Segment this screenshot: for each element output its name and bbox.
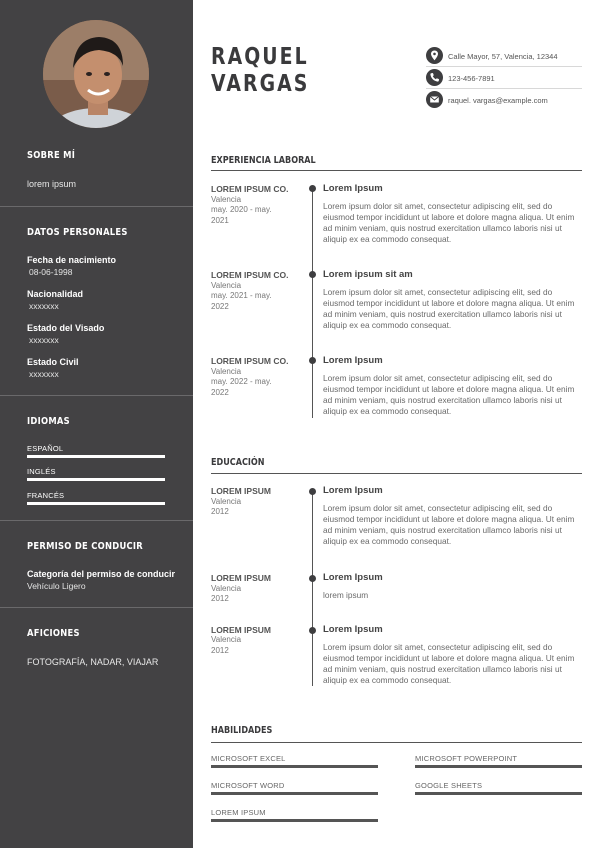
- language-label: INGLÉS: [27, 467, 56, 476]
- section-divider: [211, 473, 582, 474]
- skills-title: HABILIDADES: [211, 725, 273, 736]
- languages-title: IDIOMAS: [27, 416, 70, 427]
- phone-icon: [426, 69, 443, 86]
- education-dates: 2012: [211, 507, 229, 516]
- timeline-dot: [309, 271, 316, 278]
- sidebar-divider: [0, 206, 193, 207]
- experience-description: Lorem ipsum dolor sit amet, consectetur adipiscing elit, sed do eiusmod tempor incididunt ut labore et dolore magna aliqua. Ut enim ad minim veniam, quis nostrud exercitation ullamco laboris nisi ut aliquip ex ea commodo consequat.: [323, 201, 575, 244]
- education-title: EDUCACIÓN: [211, 457, 265, 468]
- education-description: Lorem ipsum dolor sit amet, consectetur adipiscing elit, sed do eiusmod tempor incididunt ut labore et dolore magna aliqua. Ut enim ad minim veniam, quis nostrud exercitation ullamco laboris nisi ut aliquip ex ea commodo consequat.: [323, 642, 575, 685]
- experience-job-title: Lorem ipsum sit am: [323, 269, 413, 280]
- hobbies-text: FOTOGRAFÍA, NADAR, VIAJAR: [27, 657, 159, 667]
- education-dates: 2012: [211, 646, 229, 655]
- timeline-dot: [309, 627, 316, 634]
- experience-location: Valencia: [211, 195, 242, 204]
- skill-label: GOOGLE SHEETS: [415, 781, 483, 790]
- location-pin-icon: [426, 47, 443, 64]
- personal-value-nationality: xxxxxxx: [29, 301, 59, 311]
- education-location: Valencia: [211, 497, 242, 506]
- experience-org: LOREM IPSUM CO.: [211, 270, 289, 280]
- education-title-item: Lorem Ipsum: [323, 485, 383, 496]
- hobbies-title: AFICIONES: [27, 628, 80, 639]
- skill-label: LOREM IPSUM: [211, 808, 266, 817]
- experience-timeline: [312, 186, 313, 418]
- experience-location: Valencia: [211, 367, 242, 376]
- timeline-dot: [309, 185, 316, 192]
- contact-divider: [426, 66, 582, 67]
- sidebar-divider: [0, 520, 193, 521]
- skill-level-bar: [211, 792, 378, 795]
- language-label: ESPAÑOL: [27, 444, 64, 453]
- language-level-bar: [27, 502, 165, 505]
- contact-address: Calle Mayor, 57, Valencia, 12344: [448, 52, 558, 61]
- personal-label-birthdate: Fecha de nacimiento: [27, 255, 117, 265]
- about-text: lorem ipsum: [27, 179, 77, 189]
- personal-label-nationality: Nacionalidad: [27, 289, 84, 299]
- experience-job-title: Lorem Ipsum: [323, 183, 383, 194]
- language-level-bar: [27, 455, 165, 458]
- experience-job-title: Lorem Ipsum: [323, 355, 383, 366]
- personal-label-visa: Estado del Visado: [27, 323, 105, 333]
- skill-level-bar: [415, 765, 582, 768]
- skill-level-bar: [415, 792, 582, 795]
- section-divider: [211, 742, 582, 743]
- email-envelope-icon: [426, 91, 443, 108]
- experience-title: EXPERIENCIA LABORAL: [211, 155, 316, 166]
- contact-email: raquel. vargas@example.com: [448, 96, 548, 105]
- sidebar: [0, 0, 193, 848]
- education-location: Valencia: [211, 584, 242, 593]
- experience-org: LOREM IPSUM CO.: [211, 356, 289, 366]
- education-location: Valencia: [211, 635, 242, 644]
- skill-label: MICROSOFT WORD: [211, 781, 285, 790]
- personal-value-civil: xxxxxxx: [29, 369, 59, 379]
- experience-location: Valencia: [211, 281, 242, 290]
- personal-value-visa: xxxxxxx: [29, 335, 59, 345]
- timeline-dot: [309, 357, 316, 364]
- license-value: Vehículo Ligero: [27, 581, 86, 591]
- experience-dates: may. 2021 - may. 2022: [211, 291, 272, 311]
- skill-label: MICROSOFT EXCEL: [211, 754, 286, 763]
- education-description: lorem ipsum: [323, 590, 369, 600]
- education-org: LOREM IPSUM: [211, 625, 271, 635]
- sidebar-divider: [0, 607, 193, 608]
- education-timeline: [312, 489, 313, 686]
- license-title: PERMISO DE CONDUCIR: [27, 541, 143, 552]
- experience-description: Lorem ipsum dolor sit amet, consectetur adipiscing elit, sed do eiusmod tempor incididunt ut labore et dolore magna aliqua. Ut enim ad minim veniam, quis nostrud exercitation ullamco laboris nisi ut aliquip ex ea commodo consequat.: [323, 373, 575, 416]
- about-title: SOBRE MÍ: [27, 150, 76, 161]
- license-label: Categoría del permiso de conducir: [27, 569, 176, 579]
- skill-label: MICROSOFT POWERPOINT: [415, 754, 518, 763]
- timeline-dot: [309, 488, 316, 495]
- experience-org: LOREM IPSUM CO.: [211, 184, 289, 194]
- personal-label-civil: Estado Civil: [27, 357, 79, 367]
- last-name: VARGAS: [211, 71, 310, 97]
- personal-value-birthdate: 08-06-1998: [29, 267, 73, 277]
- section-divider: [211, 170, 582, 171]
- education-dates: 2012: [211, 594, 229, 603]
- education-title-item: Lorem Ipsum: [323, 624, 383, 635]
- experience-dates: may. 2022 - may. 2022: [211, 377, 272, 397]
- skill-level-bar: [211, 819, 378, 822]
- language-level-bar: [27, 478, 165, 481]
- language-label: FRANCÉS: [27, 491, 65, 500]
- sidebar-divider: [0, 395, 193, 396]
- experience-description: Lorem ipsum dolor sit amet, consectetur adipiscing elit, sed do eiusmod tempor incididunt ut labore et dolore magna aliqua. Ut enim ad minim veniam, quis nostrud exercitation ullamco laboris nisi ut aliquip ex ea commodo consequat.: [323, 287, 575, 330]
- personal-title: DATOS PERSONALES: [27, 227, 128, 238]
- profile-photo: [43, 20, 149, 128]
- education-org: LOREM IPSUM: [211, 486, 271, 496]
- first-name: RAQUEL: [211, 44, 309, 70]
- education-description: Lorem ipsum dolor sit amet, consectetur adipiscing elit, sed do eiusmod tempor incididunt ut labore et dolore magna aliqua. Ut enim ad minim veniam, quis nostrud exercitation ullamco laboris nisi ut aliquip ex ea commodo consequat.: [323, 503, 575, 546]
- education-title-item: Lorem Ipsum: [323, 572, 383, 583]
- experience-dates: may. 2020 - may. 2021: [211, 205, 272, 225]
- contact-divider: [426, 88, 582, 89]
- skill-level-bar: [211, 765, 378, 768]
- timeline-dot: [309, 575, 316, 582]
- contact-phone: 123-456-7891: [448, 74, 495, 83]
- education-org: LOREM IPSUM: [211, 573, 271, 583]
